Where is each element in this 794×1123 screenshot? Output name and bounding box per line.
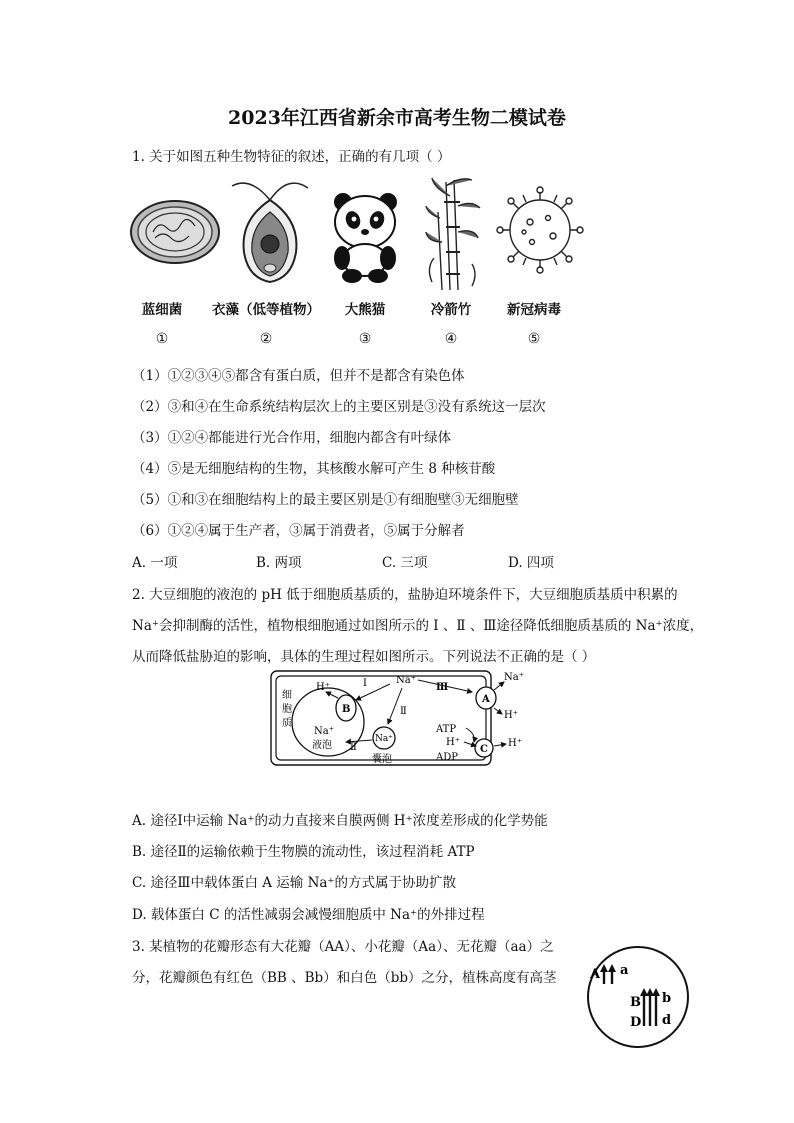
allele-d-lower: d [662, 1013, 672, 1028]
adp-label: ADP [436, 752, 458, 763]
organism-label-5: 新冠病毒 [507, 302, 561, 318]
h-outside-c: H⁺ [508, 738, 522, 749]
panda-illustration [334, 193, 397, 283]
allele-b-upper: B [630, 995, 641, 1010]
na-in-vacuole: Na⁺ [314, 726, 334, 737]
bamboo-illustration [426, 178, 480, 290]
q1-stem: 1. 关于如图五种生物特征的叙述，正确的有几项（ ） [132, 149, 451, 165]
cyanobacteria-illustration [131, 201, 219, 263]
q2-option-b: B. 途径Ⅱ的运输依赖于生物膜的流动性，该过程消耗 ATP [132, 844, 475, 860]
q1-option-b: B. 两项 [256, 555, 302, 571]
path-1-label: Ⅰ [363, 678, 367, 689]
q1-statement-6: （6）①②④属于生产者，③属于消费者，⑤属于分解者 [132, 523, 465, 539]
carrier-a-label: A [482, 694, 490, 705]
organism-number-5: ⑤ [527, 331, 541, 347]
carrier-b-label: B [342, 704, 351, 715]
q2-stem-line-2: Na⁺会抑制酶的活性，植物根细胞通过如图所示的 Ⅰ 、Ⅱ 、Ⅲ途径降低细胞质基质的 Na⁺浓度， [132, 618, 704, 634]
allele-d-upper: D [630, 1015, 642, 1030]
allele-a-upper: A [590, 967, 601, 982]
page-title: 2023年江西省新余市高考生物二模试卷 [228, 107, 566, 129]
cytoplasm-label-3: 质 [282, 718, 292, 729]
q2-stem-line-1: 2. 大豆细胞的液泡的 pH 低于细胞质基质的，盐胁迫环境条件下，大豆细胞质基质中积累的 [132, 587, 678, 603]
h-outside-a: H⁺ [504, 710, 518, 721]
q3-chromosome-diagram [584, 944, 692, 1050]
na-outside: Na⁺ [504, 672, 524, 683]
organism-label-4: 冷箭竹 [430, 302, 472, 318]
h-inside-c: H⁺ [446, 737, 460, 748]
allele-a-lower: a [620, 963, 629, 978]
organism-label-1: 蓝细菌 [141, 302, 183, 318]
q1-statement-4: （4）⑤是无细胞结构的生物，其核酸水解可产生 8 种核苷酸 [132, 461, 496, 477]
coronavirus-illustration [497, 187, 583, 273]
organism-label-2: 衣藻（低等植物） [212, 302, 320, 318]
q1-statement-3: （3）①②④都能进行光合作用，细胞内都含有叶绿体 [132, 430, 452, 446]
organism-number-4: ④ [444, 331, 458, 347]
na-cytoplasm: Na⁺ [396, 675, 416, 686]
chlamydomonas-illustration [232, 183, 308, 282]
organism-number-2: ② [259, 331, 273, 347]
vesicle-label: 囊泡 [372, 754, 392, 765]
path-2-label: Ⅱ [400, 706, 407, 717]
na-in-vesicle: Na⁺ [375, 734, 393, 744]
path-2-lower-label: Ⅱ [350, 742, 357, 753]
q2-option-a: A. 途径Ⅰ中运输 Na⁺的动力直接来自膜两侧 H⁺浓度差形成的化学势能 [132, 813, 548, 829]
cell-outer-wall [271, 671, 491, 765]
q1-figure [128, 172, 598, 290]
organism-number-3: ③ [358, 331, 372, 347]
cytoplasm-label-1: 细 [282, 690, 292, 701]
q2-option-d: D. 载体蛋白 C 的活性减弱会减慢细胞质中 Na⁺的外排过程 [132, 907, 485, 923]
q1-option-c: C. 三项 [382, 555, 428, 571]
carrier-c-label: C [480, 744, 488, 755]
vacuole-label: 液泡 [312, 740, 332, 751]
q1-option-d: D. 四项 [508, 555, 554, 571]
q2-option-c: C. 途径Ⅲ中载体蛋白 A 运输 Na⁺的方式属于协助扩散 [132, 875, 457, 891]
h-ion-b: H⁺ [316, 682, 330, 693]
q2-stem-line-3: 从而降低盐胁迫的影响，具体的生理过程如图所示。下列说法不正确的是（ ） [132, 649, 596, 665]
q3-stem-line-1: 3. 某植物的花瓣形态有大花瓣（AA）、小花瓣（Aa）、无花瓣（aa）之 [132, 939, 554, 955]
q1-statement-2: （2）③和④在生命系统结构层次上的主要区别是③没有系统这一层次 [132, 399, 546, 415]
organism-label-3: 大熊猫 [344, 302, 386, 318]
cytoplasm-label-2: 胞 [282, 704, 292, 715]
path-3-label: Ⅲ [436, 682, 449, 693]
q1-statement-1: （1）①②③④⑤都含有蛋白质，但并不是都含有染色体 [132, 368, 465, 384]
q2-cell-diagram [268, 668, 538, 770]
q3-stem-line-2: 分，花瓣颜色有红色（BB 、Bb）和白色（bb）之分，植株高度有高茎 [132, 970, 557, 986]
allele-b-lower: b [662, 991, 672, 1006]
atp-label: ATP [436, 724, 457, 735]
q1-option-a: A. 一项 [132, 555, 178, 571]
organism-number-1: ① [155, 331, 169, 347]
q1-statement-5: （5）①和③在细胞结构上的最主要区别是①有细胞壁③无细胞壁 [132, 492, 519, 508]
